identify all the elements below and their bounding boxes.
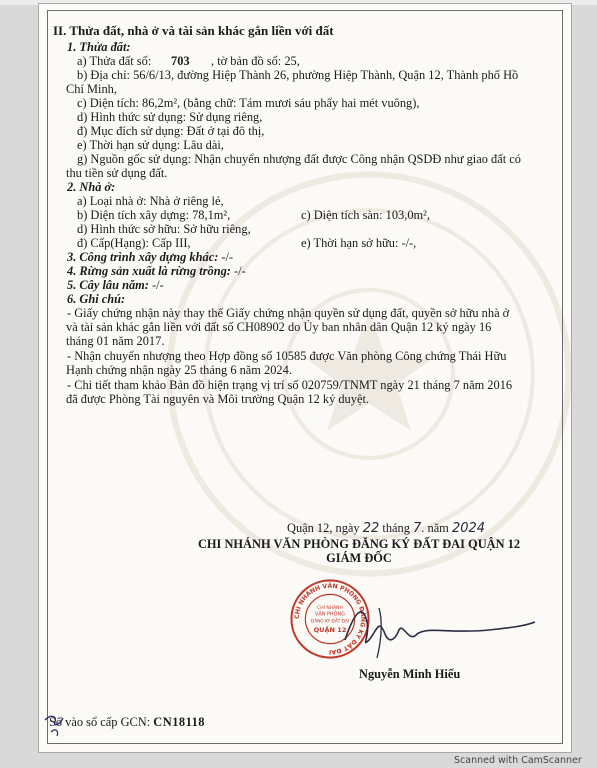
land-origin-line1: g) Nguồn gốc sử dụng: Nhận chuyển nhượng đất được Công nhận QSDĐ như giao đất có [77, 152, 521, 166]
handwritten-signature [339, 600, 539, 662]
house-ownership-form: d) Hình thức sở hữu: Sở hữu riêng, [77, 222, 251, 236]
planted-forest: 4. Rừng sản xuất là rừng trồng: -/- [67, 264, 246, 278]
house-floor-area: c) Diện tích sàn: 103,0m², [301, 208, 430, 222]
land-origin-line2: thu tiền sử dụng đất. [66, 166, 168, 180]
land-address-line2: Chí Minh, [66, 82, 117, 96]
date-month: 7 [413, 521, 422, 536]
house-type: a) Loại nhà ở: Nhà ở riêng lẻ, [77, 194, 224, 208]
land-use-purpose: đ) Mục đích sử dụng: Đất ở tại đô thị, [77, 124, 265, 138]
handwritten-mark [41, 706, 71, 740]
note-3-line2: đã được Phòng Tài nguyên và Môi trường Quận 12 ký duyệt. [66, 392, 369, 406]
land-use-term: e) Thời hạn sử dụng: Lâu dài, [77, 138, 224, 152]
note-1-line2: và tài sản khác gắn liền với đất số CH08902 do Ủy ban nhân dân Quận 12 ký ngày 16 [66, 320, 492, 334]
land-map-sheet: , tờ bản đồ số: 25, [211, 54, 300, 68]
note-3-line1: - Chi tiết tham khảo Bản đồ hiện trạng vị trí số 020759/TNMT ngày 21 tháng 7 năm 2016 [67, 378, 513, 392]
note-1-line1: - Giấy chứng nhận này thay thế Giấy chứng nhận quyền sử dụng đất, quyền sở hữu nhà ở [67, 306, 510, 320]
perennial-trees: 5. Cây lâu năm: -/- [67, 278, 164, 292]
stamp-line-2: VĂN PHÒNG [315, 611, 345, 618]
date-day: 22 [362, 521, 380, 536]
notes-heading: 6. Ghi chú: [67, 292, 126, 306]
stamp-ring-text: CHI NHÁNH VĂN PHÒNG ĐĂNG KÝ ĐẤT ĐAI [293, 582, 367, 656]
stamp-line-4: QUẬN 12 [313, 626, 347, 635]
land-parcel-label: a) Thửa đất số: [77, 54, 152, 68]
signer-name: Nguyễn Minh Hiếu [359, 667, 461, 681]
section-title: II. Thửa đất, nhà ở và tài sản khác gắn liền với đất [53, 23, 334, 38]
stamp-line-1: CHI NHÁNH [317, 606, 343, 612]
stamp-line-3: ĐĂNG KÝ ĐẤT ĐAI [310, 619, 350, 625]
date-year: 2024 [451, 521, 486, 536]
certificate-page [38, 3, 572, 753]
land-parcel-number: 703 [171, 54, 190, 68]
land-use-form: d) Hình thức sử dụng: Sử dụng riêng, [77, 110, 263, 124]
signer-title: GIÁM ĐỐC [326, 551, 392, 565]
house-build-area: b) Diện tích xây dựng: 78,1m², [77, 208, 231, 222]
issuing-office: CHI NHÁNH VĂN PHÒNG ĐĂNG KÝ ĐẤT ĐAI QUẬN 12 [197, 537, 521, 551]
note-1-line3: tháng 01 năm 2017. [66, 334, 165, 348]
land-address-line1: b) Địa chỉ: 56/6/13, đường Hiệp Thành 26, phường Hiệp Thành, Quận 12, Thành phố Hồ [77, 68, 519, 82]
note-2-line2: Hạnh chứng nhận ngày 25 tháng 6 năm 2024. [66, 363, 292, 377]
note-2-line1: - Nhận chuyển nhượng theo Hợp đồng số 10585 được Văn phòng Công chứng Thái Hữu [67, 349, 507, 363]
other-works: 3. Công trình xây dựng khác: -/- [67, 250, 234, 264]
house-heading: 2. Nhà ở: [67, 180, 116, 194]
signing-date: Quận 12, ngày 22 tháng 7. năm 2024 [287, 521, 486, 536]
land-heading: 1. Thửa đất: [67, 40, 131, 54]
house-ownership-term: e) Thời hạn sở hữu: -/-, [301, 236, 417, 250]
land-area: c) Diện tích: 86,2m², (bằng chữ: Tám mươi sáu phẩy hai mét vuông), [77, 96, 420, 110]
registry-number: Số vào sổ cấp GCN: CN18118 [49, 715, 205, 729]
house-grade: đ) Cấp(Hạng): Cấp III, [77, 236, 191, 250]
scanner-footer: Scanned with CamScanner [454, 755, 582, 766]
